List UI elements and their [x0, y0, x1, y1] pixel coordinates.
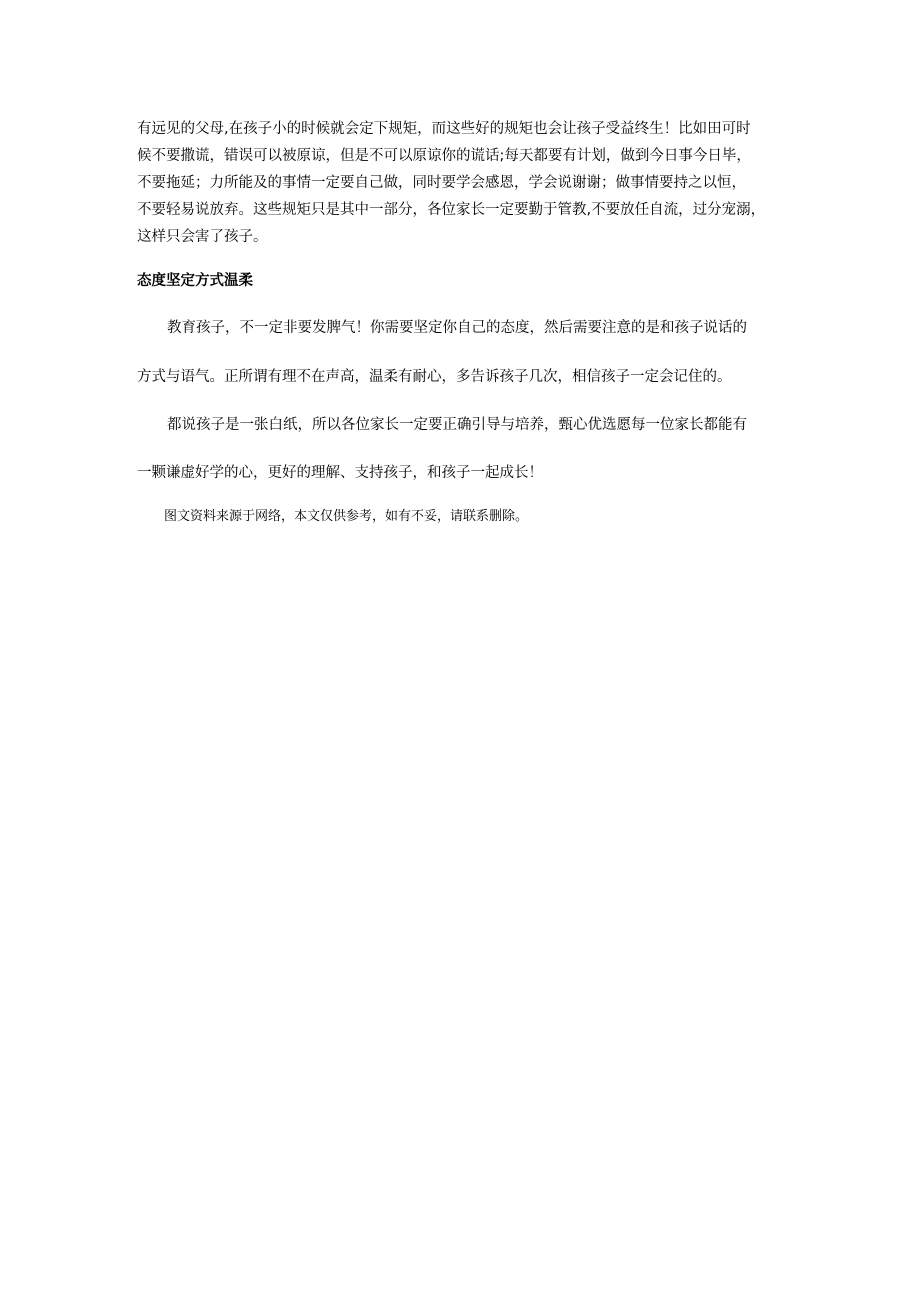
intro-line-1: 有远见的父母,在孩子小的时候就会定下规矩，而这些好的规矩也会让孩子受益终生！比如田可时	[137, 121, 751, 137]
paragraph-2-line-1: 都说孩子是一张白纸，所以各位家长一定要正确引导与培养，甄心优选愿每一位家长都能有	[167, 417, 747, 433]
paragraph-1-line-2: 方式与语气。正所谓有理不在声高，温柔有耐心，多告诉孩子几次，相信孩子一定会记住的。	[137, 369, 732, 385]
paragraph-1-line-1: 教育孩子，不一定非要发脾气！你需要坚定你自己的态度，然后需要注意的是和孩子说话的	[167, 320, 747, 336]
intro-line-2: 候不要撒谎，错误可以被原谅，但是不可以原谅你的谎话;每天都要有计划，做到今日事今日毕，	[137, 148, 751, 164]
intro-line-4: 不要轻易说放弃。这些规矩只是其中一部分，各位家长一定要勤于管教,不要放任自流，过分宠溺，	[137, 202, 766, 218]
paragraph-2-line-2: 一颗谦虚好学的心，更好的理解、支持孩子，和孩子一起成长！	[137, 465, 543, 481]
intro-line-3: 不要拖延；力所能及的事情一定要自己做，同时要学会感恩，学会说谢谢；做事情要持之以恒，	[137, 175, 746, 191]
disclaimer-note: 图文资料来源于网络，本文仅供参考，如有不妥，请联系删除。	[164, 509, 529, 524]
section-heading: 态度坚定方式温柔	[137, 273, 253, 289]
intro-line-5: 这样只会害了孩子。	[137, 229, 268, 245]
